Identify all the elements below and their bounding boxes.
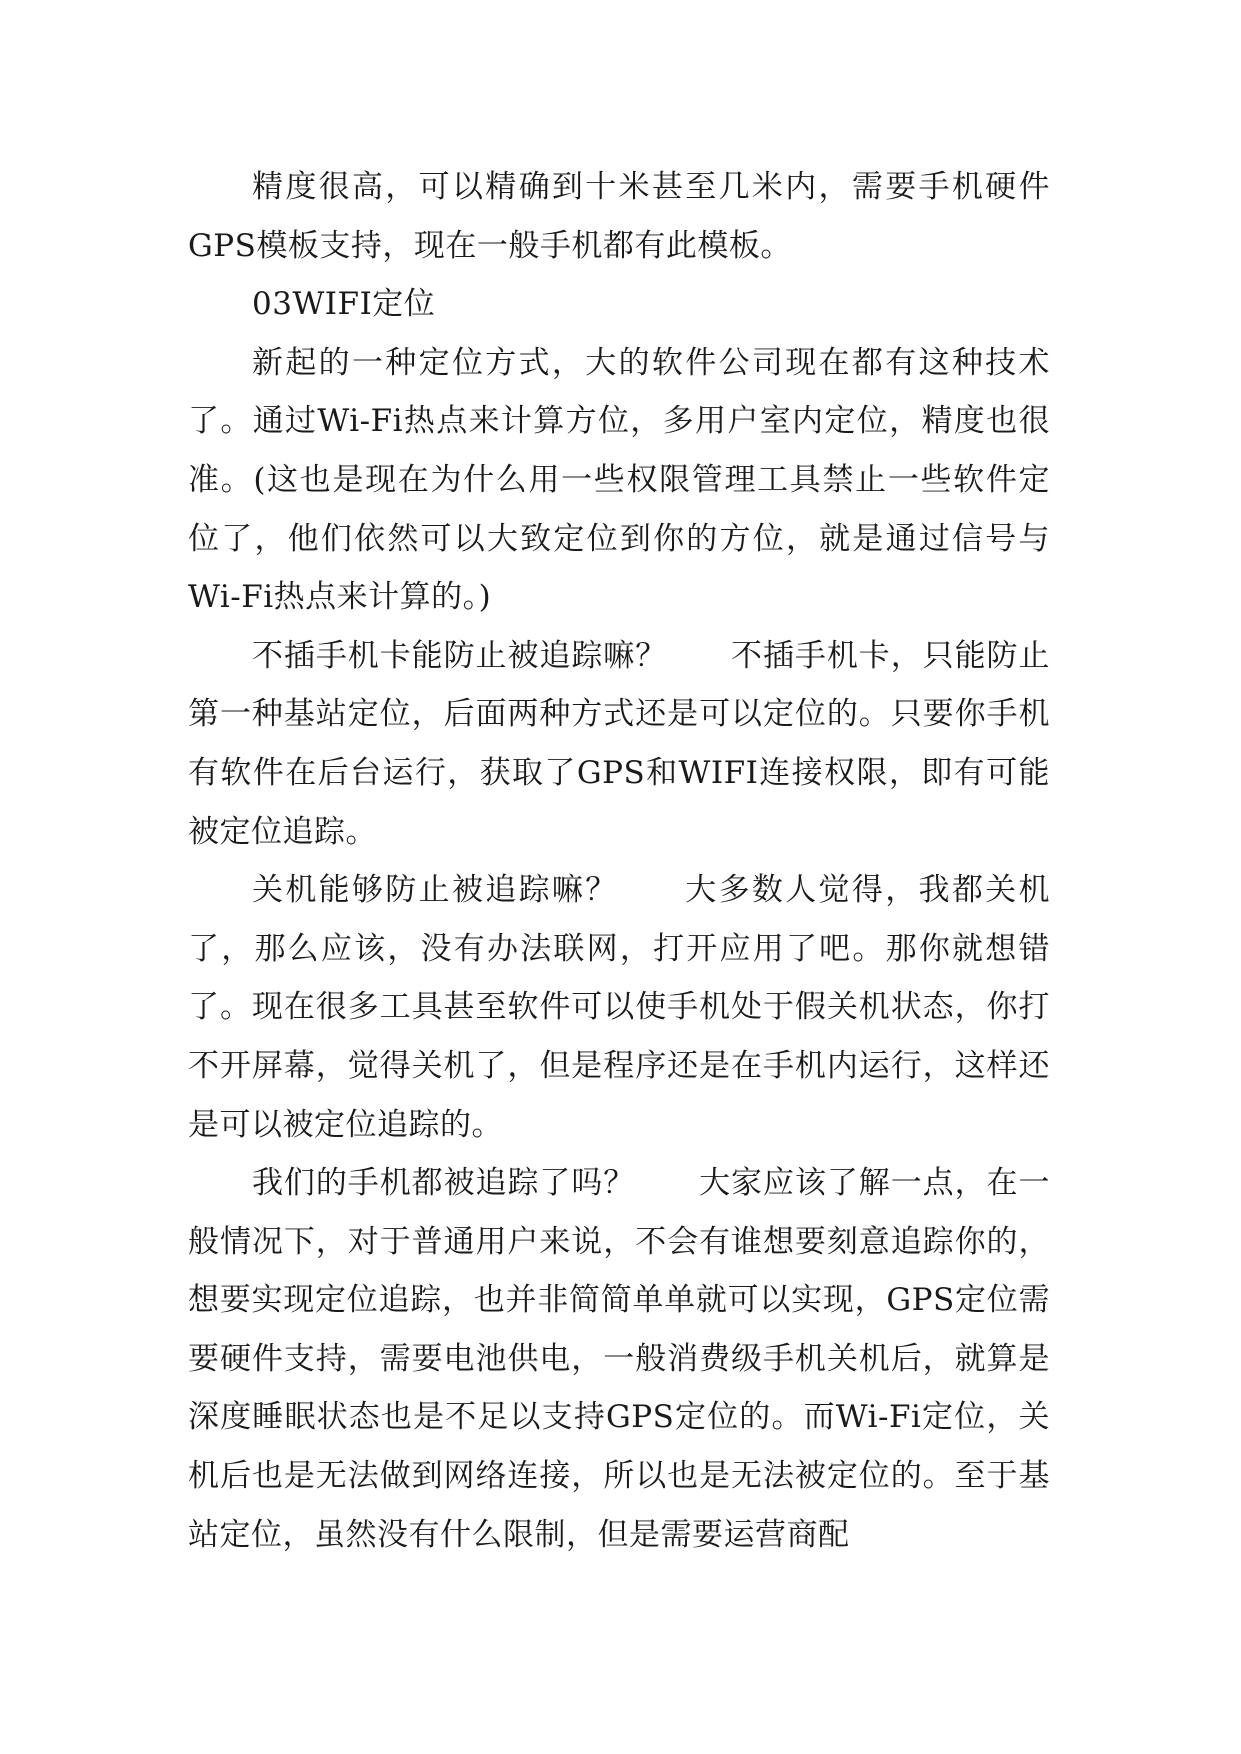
paragraph-gps-precision: 精度很高，可以精确到十米甚至几米内，需要手机硬件GPS模板支持，现在一般手机都有此模板。	[188, 169, 1050, 264]
paragraph-wifi-positioning: 新起的一种定位方式，大的软件公司现在都有这种技术了。通过Wi-Fi热点来计算方位，多用户室内定位，精度也很准。(这也是现在为什么用一些权限管理工具禁止一些软件定位了，他们依然可以大致定位到你的方位，就是通过信号与Wi-Fi热点来计算的。)	[188, 344, 1050, 616]
body-text	[188, 158, 1050, 1564]
paragraph-no-sim-card: 不插手机卡能防止被追踪嘛？ 不插手机卡，只能防止第一种基站定位，后面两种方式还是可以定位的。只要你手机有软件在后台运行，获取了GPS和WIFI连接权限，即有可能被定位追踪。	[188, 637, 1050, 850]
paragraph-are-phones-tracked: 我们的手机都被追踪了吗？ 大家应该了解一点，在一般情况下，对于普通用户来说，不会有谁想要刻意追踪你的，想要实现定位追踪，也并非简简单单就可以实现，GPS定位需要硬件支持，需要电池供电，一般消费级手机关机后，就算是深度睡眠状态也是不足以支持GPS定位的。而Wi-Fi定位，关机后也是无法做到网络连接，所以也是无法被定位的。至于基站定位，虽然没有什么限制，但是需要运营商配	[188, 1165, 1050, 1553]
section-heading-wifi-positioning: 03WIFI定位	[252, 286, 436, 323]
paragraph-power-off: 关机能够防止被追踪嘛？ 大多数人觉得，我都关机了，那么应该，没有办法联网，打开应用了吧。那你就想错了。现在很多工具甚至软件可以使手机处于假关机状态，你打不开屏幕，觉得关机了，但是程序还是在手机内运行，这样还是可以被定位追踪的。	[188, 872, 1050, 1143]
